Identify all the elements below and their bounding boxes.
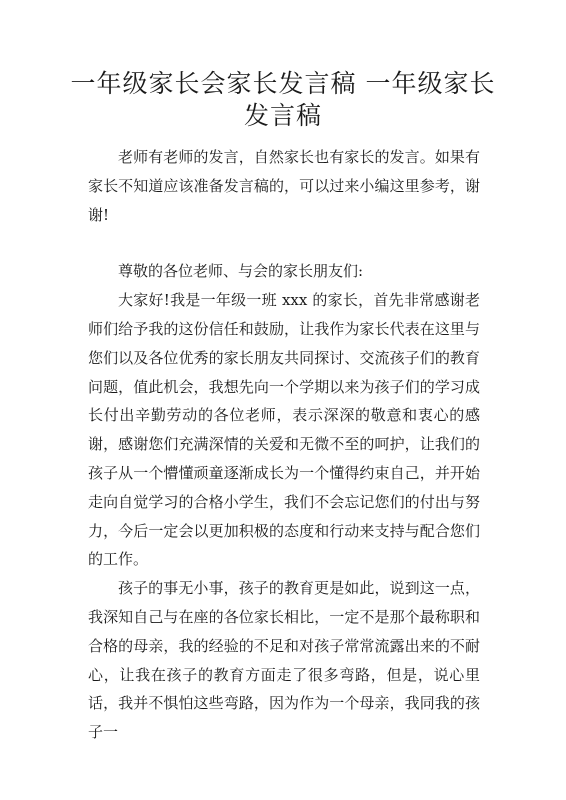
document-body (88, 143, 480, 747)
body-paragraph-2: 孩子的事无小事，孩子的教育更是如此，说到这一点，我深知自己与在座的各位家长相比，一定不是那个最称职和合格的母亲，我的经验的不足和对孩子常常流露出来的不耐心，让我在孩子的教育方面走了很多弯路，但是，说心里话，我并不惧怕这些弯路，因为作为一个母亲，我同我的孩子一 (88, 579, 480, 742)
intro-paragraph: 老师有老师的发言，自然家长也有家长的发言。如果有家长不知道应该准备发言稿的，可以过来小编这里参考，谢谢! (88, 148, 480, 224)
body-paragraph-1: 大家好!我是一年级一班 xxx 的家长，首先非常感谢老师们给予我的这份信任和鼓励，让我作为家长代表在这里与您们以及各位优秀的家长朋友共同探讨、交流孩子们的教育问题，值此机会，我想先向一个学期以来为孩子们的学习成长付出辛勤劳动的各位老师，表示深深的敬意和衷心的感谢，感谢您们充满深情的关爱和无微不至的呵护，让我们的孩子从一个懵懂顽童逐渐成长为一个懂得约束自己，并开始走向自觉学习的合格小学生，我们不会忘记您们的付出与努力，今后一定会以更加积极的态度和行动来支持与配合您们的工作。 (88, 291, 480, 569)
document-title (60, 68, 506, 132)
greeting-line: 尊敬的各位老师、与会的家长朋友们: (118, 262, 364, 281)
title-line-2: 发言稿 (243, 101, 322, 130)
title-line-1: 一年级家长会家长发言稿 一年级家长 (70, 69, 496, 98)
